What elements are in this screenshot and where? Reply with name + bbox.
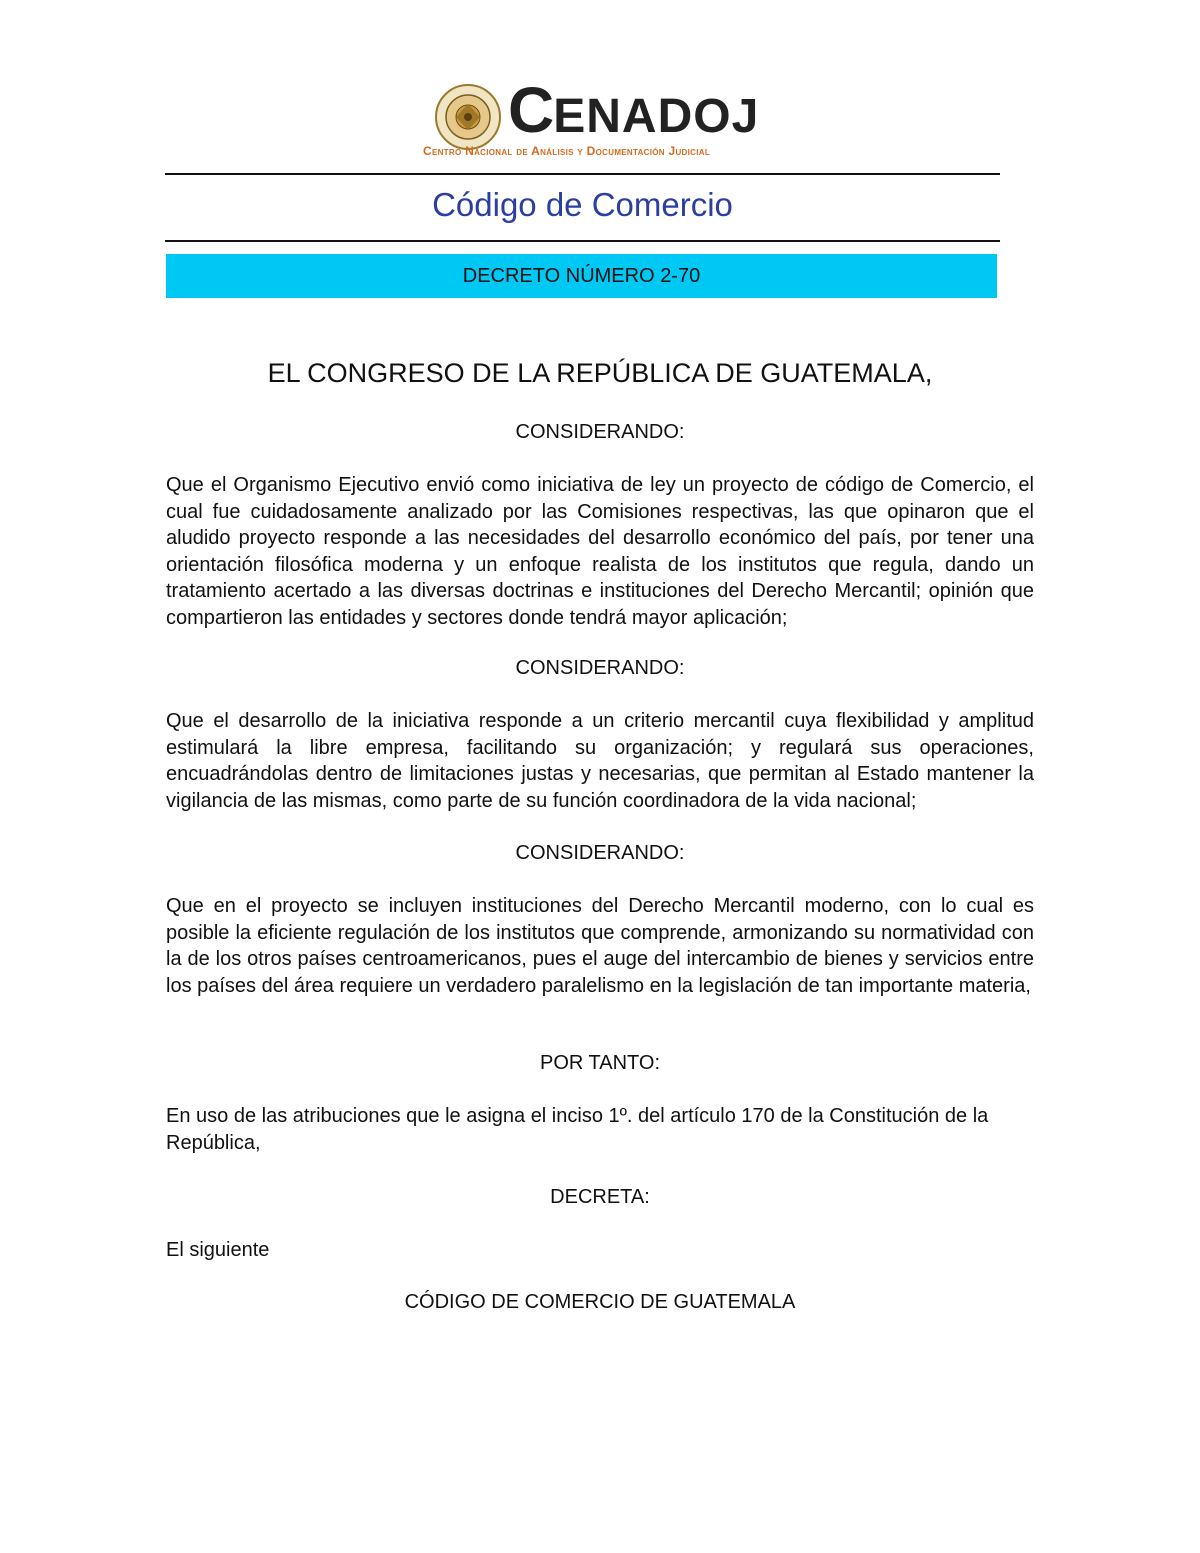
logo-subtitle: Centro Nacional de Análisis y Documentación Judicial — [423, 144, 711, 158]
code-title: CÓDIGO DE COMERCIO DE GUATEMALA — [404, 1291, 796, 1313]
issuer-heading: EL CONGRESO DE LA REPÚBLICA DE GUATEMALA, — [267, 358, 933, 388]
por-tanto-text: En uso de las atribuciones que le asigna el inciso 1º. del artículo 170 de la Constitución de la República, — [166, 1105, 989, 1154]
decreta-text: El siguiente — [166, 1239, 270, 1261]
considerando-2-text: Que el desarrollo de la iniciativa responde a un criterio mercantil cuya flexibilidad y amplitud estimulará la libre empresa, facilitando su organización; y regulará sus operaciones, encuadrándolas dentro de limitaciones justas y necesarias, que permitan al Estado mantener la vigilancia de las mismas, como parte de su función coordinadora de la vida nacional; — [166, 710, 1034, 812]
logo-rest: ENADOJ — [553, 90, 760, 143]
document-title: Código de Comercio — [432, 186, 733, 223]
considerando-1-heading: CONSIDERANDO: — [515, 421, 685, 443]
por-tanto-heading: POR TANTO: — [539, 1052, 661, 1074]
title-divider — [165, 240, 1000, 242]
logo-wordmark — [508, 74, 760, 146]
logo-big-letter: C — [508, 74, 554, 146]
considerando-3-heading: CONSIDERANDO: — [515, 842, 685, 864]
considerando-2-heading: CONSIDERANDO: — [515, 657, 685, 679]
top-divider — [165, 173, 1000, 175]
considerando-3-text: Que en el proyecto se incluyen instituciones del Derecho Mercantil moderno, con lo cual es posible la eficiente regulación de los institutos que comprende, armonizando su normatividad con la de los otros países centroamericanos, pues el auge del intercambio de bienes y servicios entre los países del área requiere un verdadero paralelismo en la legislación de tan importante materia, — [166, 895, 1034, 997]
court-seal-icon — [433, 82, 503, 152]
header — [165, 74, 1000, 168]
considerando-1-text: Que el Organismo Ejecutivo envió como iniciativa de ley un proyecto de código de Comercio, el cual fue cuidadosamente analizado por las Comisiones respectivas, las que opinaron que el aludido proyecto responde a las necesidades del desarrollo económico del país, por tener una orientación filosófica moderna y un enfoque realista de los institutos que regula, dando un tratamiento acertado a las diversas doctrinas e instituciones del Derecho Mercantil; opinión que compartieron las entidades y sectores donde tendrá mayor aplicación; — [166, 474, 1034, 629]
decree-number-banner: DECRETO NÚMERO 2-70 — [166, 254, 997, 298]
decreta-heading: DECRETA: — [550, 1186, 650, 1208]
